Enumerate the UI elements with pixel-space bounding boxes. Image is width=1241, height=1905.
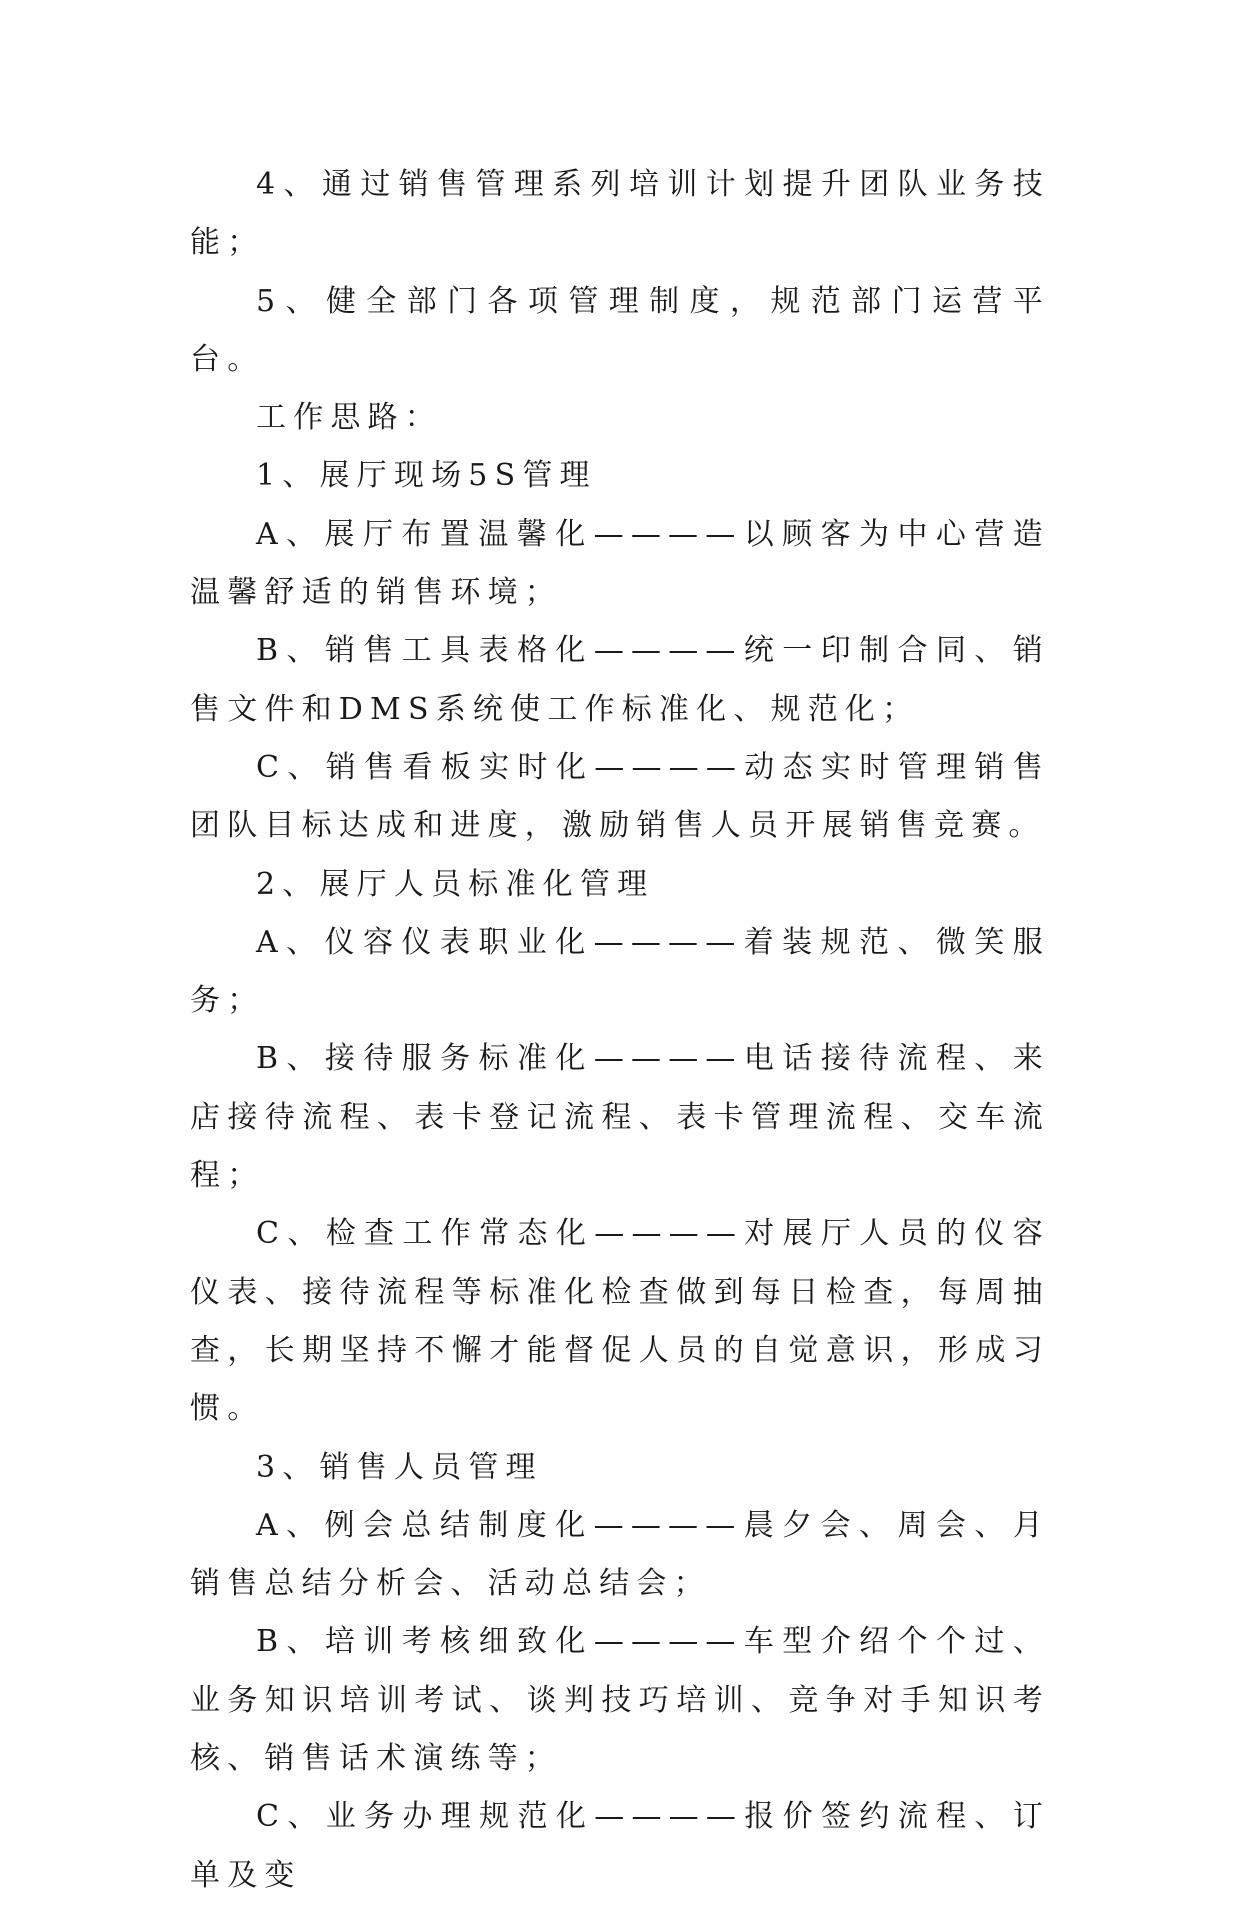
subsection-heading-3: 3、销售人员管理 <box>256 1449 543 1485</box>
paragraph-1a: A、展厅布置温馨化————以顾客为中心营造温馨舒适的销售环境； <box>190 516 1050 611</box>
paragraph-3c: C、业务办理规范化————报价签约流程、订单及变 <box>190 1799 1050 1893</box>
subsection-heading-1: 1、展厅现场5S管理 <box>256 458 597 494</box>
paragraph-1b: B、销售工具表格化————统一印制合同、销售文件和DMS系统使工作标准化、规范化； <box>190 633 1050 727</box>
paragraph-goal-5: 5、健全部门各项管理制度，规范部门运营平台。 <box>190 283 1050 377</box>
paragraph-2c: C、检查工作常态化————对展厅人员的仪容仪表、接待流程等标准化检查做到每日检查，每周抽查，长期坚持不懈才能督促人员的自觉意识，形成习惯。 <box>190 1216 1050 1427</box>
subsection-heading-2: 2、展厅人员标准化管理 <box>256 866 655 902</box>
section-heading-work-approach: 工作思路： <box>256 400 442 436</box>
document-body <box>190 156 1050 1905</box>
paragraph-3b: B、培训考核细致化————车型介绍个个过、业务知识培训考试、谈判技巧培训、竞争对手知识考核、销售话术演练等； <box>190 1624 1050 1777</box>
paragraph-1c: C、销售看板实时化————动态实时管理销售团队目标达成和进度，激励销售人员开展销售竞赛。 <box>190 749 1050 844</box>
paragraph-2b: B、接待服务标准化————电话接待流程、来店接待流程、表卡登记流程、表卡管理流程、交车流程； <box>190 1041 1050 1194</box>
paragraph-2a: A、仪容仪表职业化————着装规范、微笑服务； <box>190 924 1050 1019</box>
paragraph-3a: A、例会总结制度化————晨夕会、周会、月销售总结分析会、活动总结会； <box>190 1507 1050 1602</box>
paragraph-goal-4: 4、通过销售管理系列培训计划提升团队业务技能； <box>190 167 1050 261</box>
